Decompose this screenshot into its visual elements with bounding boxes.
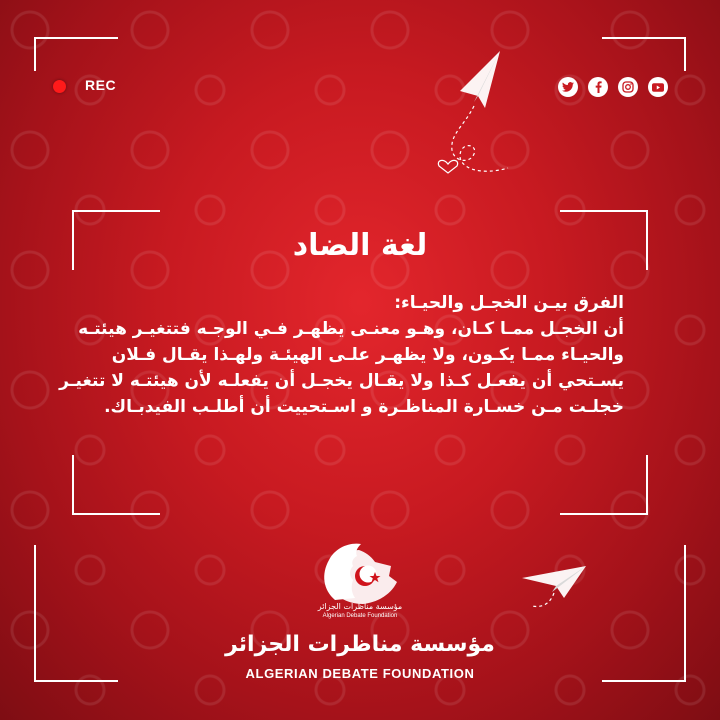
frame-corner-top-right [602,37,686,71]
foundation-name-english: ALGERIAN DEBATE FOUNDATION [245,666,475,681]
frame-corner-bottom-right [602,545,686,682]
rec-label: REC [85,77,117,93]
body-line: أن الخجـل ممـا كـان، وهـو معنـى يظهـر فـي الوجـه فتتغيـر هيئتـه [78,319,624,339]
inner-frame-corner-top-right [560,210,648,270]
twitter-icon[interactable] [558,77,578,97]
logo-caption-arabic: مؤسسة مناظرات الجزائر [317,602,403,611]
frame-corner-top-left [34,37,118,71]
frame-corner-bottom-left [34,545,118,682]
social-links [558,77,668,97]
inner-frame-corner-top-left [72,210,160,270]
inner-frame-corner-bottom-left [72,455,160,515]
foundation-name-arabic: مؤسسة مناظرات الجزائر [225,632,495,657]
body-line: خجلـت مـن خسـارة المناظـرة و اسـتحييت أن أطلـب الفيدبـاك. [104,397,624,417]
instagram-icon[interactable] [618,77,638,97]
paper-plane-icon [430,46,550,181]
facebook-icon[interactable] [588,77,608,97]
rec-indicator-dot [53,80,66,93]
body-line: والحيـاء ممـا يكـون، ولا يظهـر علـى الهيئـة ولهـذا يقـال فـلان [111,345,624,365]
post-title: لغة الضاد [292,228,428,263]
paper-plane-icon [520,548,600,618]
body-line: يسـتحي أن يفعـل كـذا ولا يقـال يخجـل أن يفعلـه لأن هيئتـه لا تتغيـر [59,371,624,391]
youtube-icon[interactable] [648,77,668,97]
logo-caption-english: Algerian Debate Foundation [322,613,398,619]
body-line: الفرق بيـن الخجـل والحيـاء: [394,293,624,313]
inner-frame-corner-bottom-right [560,455,648,515]
post-body [59,290,624,420]
